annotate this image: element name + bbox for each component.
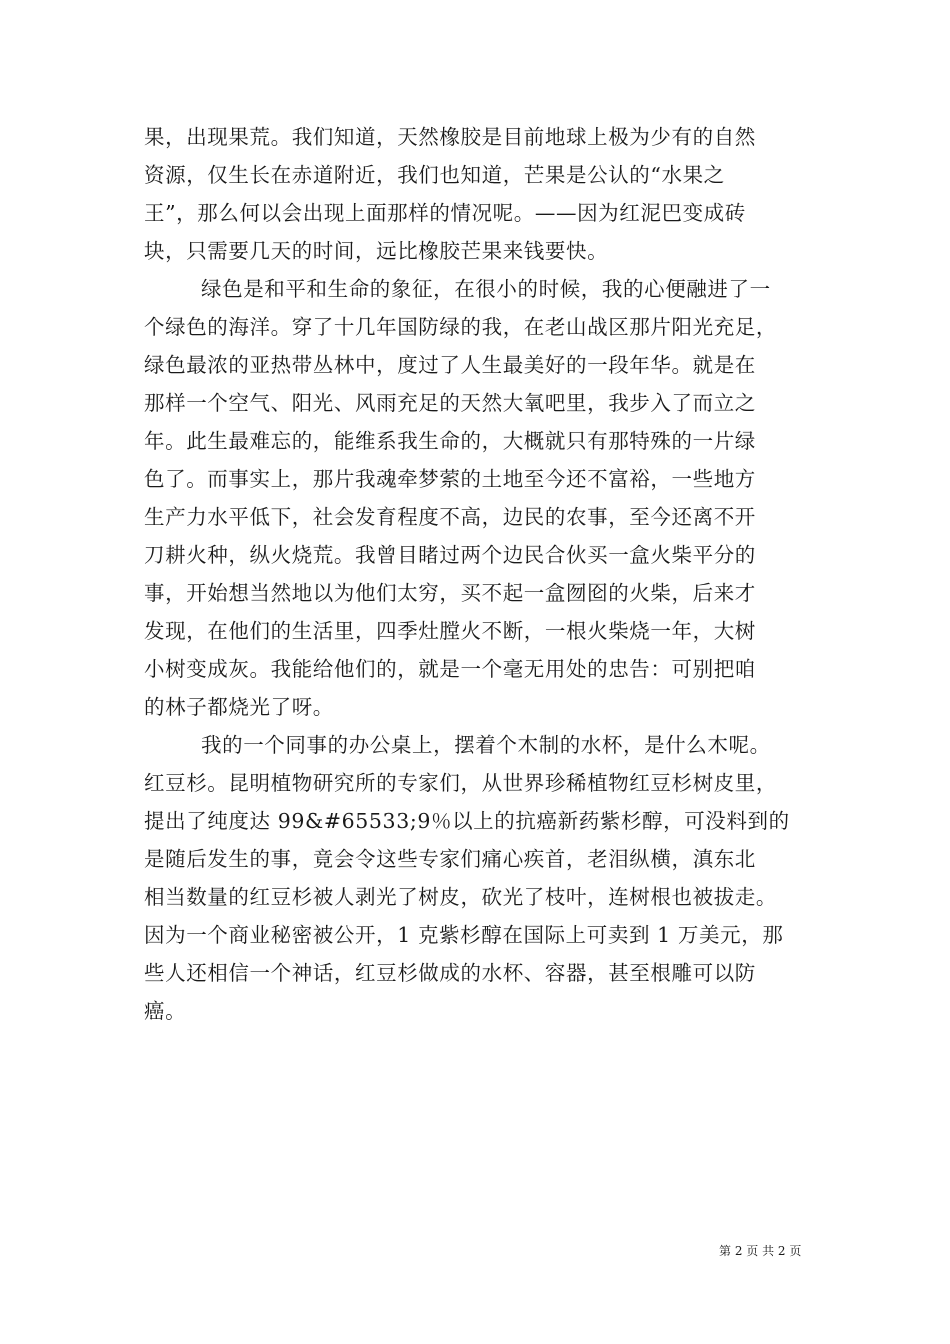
text-line: 我的一个同事的办公桌上，摆着个木制的水杯，是什么木呢。 — [201, 733, 771, 757]
text-line: 些人还相信一个神话，红豆杉做成的水杯、容器，甚至根雕可以防 — [144, 961, 756, 985]
text-line: 红豆杉。昆明植物研究所的专家们，从世界珍稀植物红豆杉树皮里， — [144, 771, 777, 795]
text-line: 癌。 — [144, 999, 187, 1023]
text-line: 个绿色的海洋。穿了十几年国防绿的我，在老山战区那片阳光充足， — [144, 315, 777, 339]
text-line: 是随后发生的事，竟会令这些专家们痛心疾首，老泪纵横，滇东北 — [144, 847, 756, 871]
text-line: 那样一个空气、阳光、风雨充足的天然大氧吧里，我步入了而立之 — [144, 391, 756, 415]
text-line: 小树变成灰。我能给他们的，就是一个毫无用处的忠告：可别把咱 — [144, 657, 756, 681]
text-line: 年。此生最难忘的，能维系我生命的，大概就只有那特殊的一片绿 — [144, 429, 756, 453]
text-line: 生产力水平低下，社会发育程度不高，边民的农事，至今还离不开 — [144, 505, 756, 529]
text-line: 色了。而事实上，那片我魂牵梦萦的土地至今还不富裕，一些地方 — [144, 467, 756, 491]
text-line: 事，开始想当然地以为他们太穷，买不起一盒囫囵的火柴，后来才 — [144, 581, 756, 605]
text-line: 的林子都烧光了呀。 — [144, 695, 334, 719]
text-line: 刀耕火种，纵火烧荒。我曾目睹过两个边民合伙买一盒火柴平分的 — [144, 543, 756, 567]
page-number-footer: 第 2 页 共 2 页 — [719, 1244, 802, 1258]
text-line: 相当数量的红豆杉被人剥光了树皮，砍光了枝叶，连树根也被拔走。 — [144, 885, 777, 909]
text-line: 块，只需要几天的时间，远比橡胶芒果来钱要快。 — [144, 239, 609, 263]
text-line: 绿色是和平和生命的象征，在很小的时候，我的心便融进了一 — [201, 277, 771, 301]
text-line: 资源，仅生长在赤道附近，我们也知道，芒果是公认的“水果之 — [144, 163, 725, 187]
text-line: 果，出现果荒。我们知道，天然橡胶是目前地球上极为少有的自然 — [144, 125, 756, 149]
text-line: 发现，在他们的生活里，四季灶膛火不断，一根火柴烧一年，大树 — [144, 619, 756, 643]
text-line: 因为一个商业秘密被公开，1 克紫杉醇在国际上可卖到 1 万美元，那 — [144, 923, 784, 947]
text-line: 王”，那么何以会出现上面那样的情况呢。——因为红泥巴变成砖 — [144, 201, 746, 225]
text-line: 绿色最浓的亚热带丛林中，度过了人生最美好的一段年华。就是在 — [144, 353, 756, 377]
text-line: 提出了纯度达 99&#65533;9％以上的抗癌新药紫杉醇，可没料到的 — [144, 809, 790, 833]
